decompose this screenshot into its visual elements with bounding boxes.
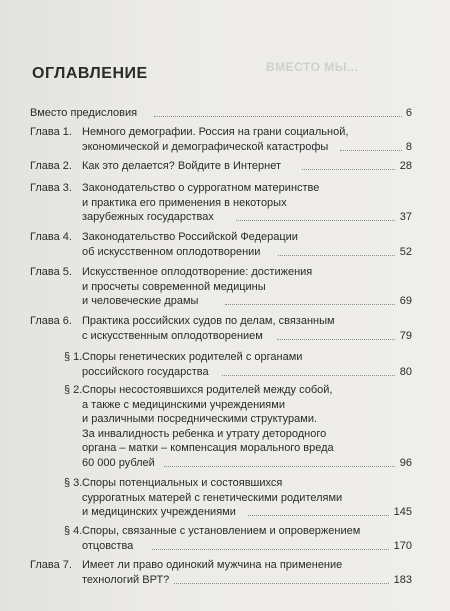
toc-entry [0, 230, 450, 259]
toc-entry-title-line: суррогатных матерей с генетическими родителями [82, 491, 343, 504]
toc-entry [0, 476, 450, 520]
toc-page-number: 170 [393, 539, 412, 552]
dot-leader [225, 304, 395, 305]
toc-entry [0, 125, 450, 154]
toc-entry-number: Глава 3. [30, 182, 72, 194]
toc-entry [0, 524, 450, 553]
toc-page-number: 183 [393, 573, 412, 586]
toc-entry-number: Глава 4. [30, 231, 72, 243]
toc-entry-title-line: Споры несостоявшихся родителей между собой, [82, 384, 333, 396]
dot-leader [236, 220, 395, 221]
toc-entry-number: § 3. [64, 477, 83, 489]
toc-entry-title-line: об искусственном оплодотворении [82, 245, 261, 258]
toc-entry-title-line: Споры, связанные с установлением и опровержением [82, 525, 361, 537]
dot-leader [164, 466, 395, 467]
toc-entry-title-line: За инвалидность ребенка и утрату детородного [82, 427, 327, 440]
dot-leader [152, 549, 389, 550]
toc-entry-title-line: Споры потенциальных и состоявшихся [82, 477, 283, 489]
toc-entry-title-line: экономической и демографической катастрофы [82, 140, 329, 153]
toc-entry-number: Глава 6. [30, 315, 72, 327]
toc-entry-title-line: Как это делается? Войдите в Интернет [82, 160, 282, 172]
toc-entry-title-line: Немного демографии. Россия на грани социальной, [82, 126, 349, 138]
dot-leader [154, 116, 402, 117]
toc-entry-title-line: Законодательство о суррогатном материнстве [82, 182, 320, 194]
toc-entry-title-line: Практика российских судов по делам, связанным [82, 315, 335, 327]
toc-entry-title-line: и человеческие драмы [82, 295, 199, 308]
toc-entry-title-line: Имеет ли право одинокий мужчина на применение [82, 559, 343, 571]
toc-entry [0, 350, 450, 379]
toc-entry-title-line: отцовства [82, 539, 134, 552]
toc-entry-title-line: с искусственным оплодотворением [82, 329, 263, 342]
toc-entry [0, 383, 450, 471]
toc-page-number: 8 [405, 140, 412, 153]
toc-entry-title-line: Споры генетических родителей с органами [82, 351, 303, 363]
toc-entry-title-line: и просчеты современной медицины [82, 280, 266, 293]
toc-entry-number: Глава 5. [30, 266, 72, 278]
toc-entry-title-line: 60 000 рублей [82, 457, 155, 469]
dot-leader [222, 375, 395, 376]
toc-entry [0, 265, 450, 309]
dot-leader [278, 255, 395, 256]
toc-page-number: 79 [399, 329, 412, 342]
toc-page-number: 69 [399, 295, 412, 308]
toc-entry-title-line: технологий ВРТ? [82, 573, 170, 586]
toc-entry-number: Глава 7. [30, 559, 72, 571]
toc-entry-number: § 1. [64, 351, 83, 363]
toc-entry-title-line: и практика его применения в некоторых [82, 196, 287, 209]
dot-leader [340, 150, 402, 151]
toc-entry-title-line: Искусственное оплодотворение: достижения [82, 266, 313, 278]
toc-page-number: 96 [399, 457, 412, 469]
dot-leader [302, 169, 395, 170]
toc-entry-title-line: органа – матки – компенсация морального вреда [82, 442, 334, 455]
toc-page-number: 52 [399, 245, 412, 258]
toc-entry-title-line: зарубежных государствах [82, 211, 214, 224]
toc-entry-number: Глава 1. [30, 126, 72, 138]
toc-entry-number: § 2. [64, 384, 83, 396]
toc-entry-title-line: и различными посредническими структурами. [82, 413, 318, 426]
toc-page-number: 80 [399, 365, 412, 378]
toc-page-number: 6 [405, 107, 412, 119]
toc-entry-title-line: а также с медицинскими учреждениями [82, 398, 285, 411]
toc-entry-title-line: Вместо предисловия [30, 107, 138, 119]
toc-entry-title-line: и медицинских учреждениями [82, 506, 236, 519]
toc-entry [0, 558, 450, 587]
dot-leader [248, 515, 389, 516]
toc-entry-number: Глава 2. [30, 160, 72, 172]
faded-bleedthrough-heading: ВМЕСТО МЫ... [266, 60, 359, 74]
toc-entry [0, 159, 450, 174]
toc-page-number: 145 [393, 506, 412, 519]
dot-leader [277, 339, 395, 340]
toc-entry [0, 181, 450, 225]
toc-entry [0, 106, 450, 121]
toc-entry [0, 314, 450, 343]
toc-entry-number: § 4. [64, 525, 83, 537]
dot-leader [174, 583, 389, 584]
toc-page-number: 37 [399, 211, 412, 224]
toc-entry-title-line: российского государства [82, 365, 209, 378]
page-title: ОГЛАВЛЕНИЕ [32, 65, 148, 82]
toc-page-number: 28 [399, 160, 412, 172]
toc-entry-title-line: Законодательство Российской Федерации [82, 231, 298, 243]
